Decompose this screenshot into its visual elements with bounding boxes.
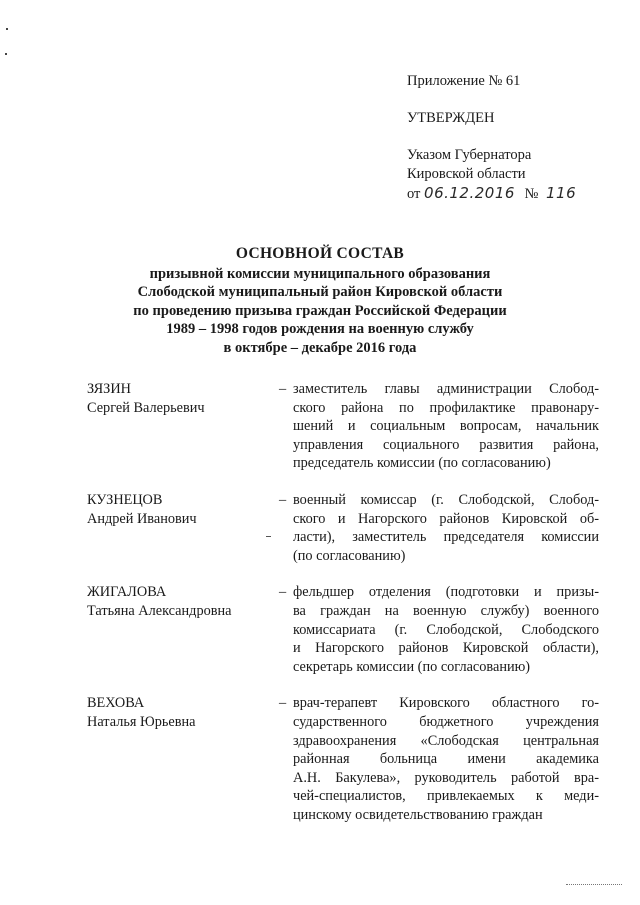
member-entry	[87, 583, 599, 676]
member-entry	[87, 491, 599, 565]
appendix-label: Приложение № 61	[407, 73, 521, 89]
approved-label: УТВЕРЖДЕН	[407, 110, 495, 126]
member-role-line: заместитель главы администрации Слобод-	[293, 381, 599, 397]
member-dash: –	[279, 491, 287, 508]
member-list	[87, 380, 599, 824]
member-given-names: Татьяна Александровна	[87, 602, 232, 619]
member-role-line: шений и социальным вопросам, начальник	[293, 418, 599, 435]
title-line-3: по проведению призыва граждан Российской Федерации	[133, 302, 507, 319]
member-role	[293, 694, 599, 824]
member-role-line: и Нагорского районов Кировской области),	[293, 640, 599, 657]
member-role-line: ского района по профилактике правонару-	[293, 399, 599, 416]
title-line-1: призывной комиссии муниципального образования	[149, 266, 491, 282]
member-role	[293, 583, 599, 676]
title-line-2: Слободской муниципальный район Кировской области	[137, 284, 503, 301]
decree-line-2: Кировской области	[407, 166, 526, 182]
title-line-4: 1989 – 1998 годов рождения на военную службу	[166, 321, 474, 338]
member-surname: ВЕХОВА	[87, 695, 145, 712]
member-role-line: военный комиссар (г. Слободской, Слобод-	[293, 491, 599, 508]
scan-stray-dash	[266, 536, 271, 537]
footer-rule	[566, 884, 622, 885]
member-dash: –	[279, 584, 287, 601]
member-name	[87, 380, 279, 473]
member-role-line: комиссариата (г. Слободской, Слободского	[293, 621, 599, 638]
member-role-line: секретарь комиссии (по согласованию)	[293, 658, 531, 675]
member-entry	[87, 694, 599, 824]
member-surname: ЗЯЗИН	[87, 381, 131, 397]
decree-date-line	[407, 184, 607, 204]
member-role-line: управления социального развития района,	[293, 436, 599, 453]
scan-speck	[5, 53, 7, 55]
title-main: ОСНОВНОЙ СОСТАВ	[235, 245, 405, 262]
member-role-line: председатель комиссии (по согласованию)	[293, 455, 551, 472]
member-dash: –	[279, 381, 287, 397]
member-name	[87, 694, 279, 824]
member-role-line: чей-специалистов, привлекаемых к меди-	[293, 788, 599, 805]
member-dash: –	[279, 695, 287, 712]
member-role-line: сударственного бюджетного учреждения	[293, 713, 599, 730]
member-role-line: районная больница имени академика	[293, 751, 599, 768]
member-role-line: ласти), заместитель председателя комиссии	[293, 529, 599, 546]
member-role	[293, 380, 599, 473]
document-title	[60, 244, 580, 357]
member-role	[293, 491, 599, 565]
member-role-line: А.Н. Бакулева», руководитель работой вра-	[293, 769, 599, 786]
title-line-5: в октябре – декабре 2016 года	[223, 339, 417, 356]
member-role-line: фельдшер отделения (подготовки и призы-	[293, 584, 599, 601]
member-surname: ЖИГАЛОВА	[87, 584, 167, 601]
member-given-names: Наталья Юрьевна	[87, 713, 196, 730]
handwritten-date: 06.12.2016	[424, 184, 515, 202]
member-role-line: ва граждан на военную службу) военного	[293, 602, 599, 619]
member-name	[87, 491, 279, 565]
member-role-line: ского и Нагорского районов Кировской об-	[293, 510, 599, 527]
decree-line-1: Указом Губернатора	[407, 147, 532, 163]
member-role-line: цинскому освидетельствованию граждан	[293, 806, 543, 823]
member-given-names: Андрей Иванович	[87, 510, 197, 527]
member-role-line: врач-терапевт Кировского областного го-	[293, 695, 599, 712]
approval-header	[407, 72, 607, 204]
member-role-line: (по согласованию)	[293, 547, 406, 564]
member-surname: КУЗНЕЦОВ	[87, 491, 163, 508]
member-given-names: Сергей Валерьевич	[87, 399, 205, 416]
scan-speck	[6, 28, 8, 30]
member-entry	[87, 380, 599, 473]
handwritten-number: 116	[546, 184, 577, 202]
number-prefix: №	[524, 186, 539, 202]
date-prefix: от	[407, 186, 421, 202]
member-role-line: здравоохранения «Слободская центральная	[293, 732, 599, 749]
member-name	[87, 583, 279, 676]
